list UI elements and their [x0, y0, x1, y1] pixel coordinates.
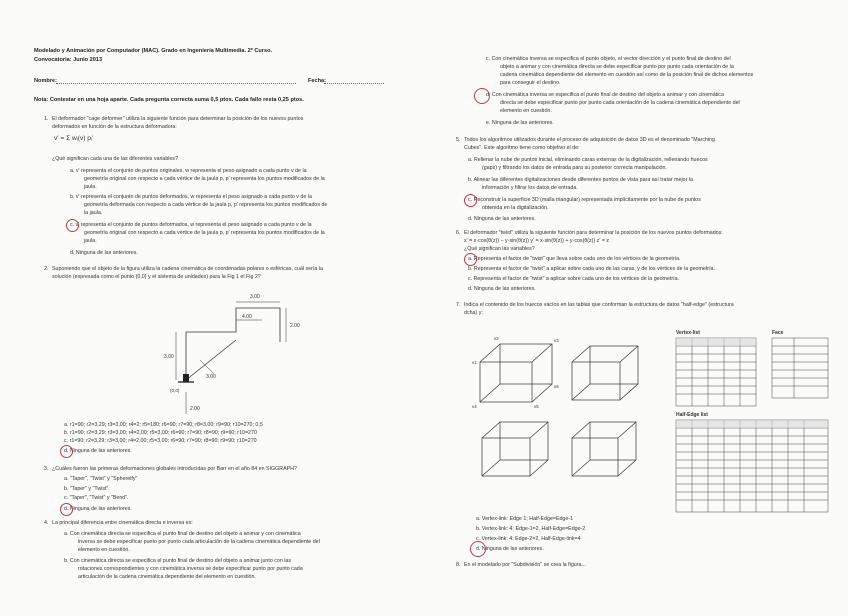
- answer-mark-q3: [60, 503, 73, 516]
- q4-option-a[interactable]: a. Con cinemática directa se especifica el punto final de destino del objeto a animar y con cinemática: [64, 531, 301, 537]
- q7-number: 7.: [456, 302, 461, 308]
- q2-option-a[interactable]: a. r1=90; r2=3,29; r3=3,00; r4=2; r5=180; r6=90; r7=90; r8=3,00; r9=90; r10=270; 0,5: [64, 422, 263, 428]
- q1-number: 1.: [44, 116, 49, 122]
- q4-option-b-2: rotaciones correspondientes y con cinemática inversa se debe especificar punto por punto cada: [78, 566, 303, 572]
- q1-ask: ¿Qué significan cada una de las diferentes variables?: [52, 156, 179, 162]
- q5-option-a-2: (gaps) y filtrando los datos de entrada para su posterior correcta manipulación.: [482, 165, 667, 171]
- convocatoria: Convocatoria: Junio 2013: [34, 57, 103, 63]
- dim-top: 3.00: [250, 294, 260, 300]
- q6-formula: x' = x·cos(θ(z)) − y·sin(θ(z)) y' = x·sin(θ(z)) + y·cos(θ(z)) z' = z: [464, 238, 610, 244]
- q5-option-b-2: información y filtrar los datos de entrada.: [482, 185, 578, 191]
- q5-option-a[interactable]: a. Rellenar la nube de puntos inicial, eliminando caras externas de la digitalización, rellenando huecos: [468, 157, 708, 163]
- q7-option-a[interactable]: a. Vertex-link: Edge 1; Half-Edge=Edge-1: [476, 516, 574, 522]
- q2-number: 2.: [44, 266, 49, 272]
- q3-option-c[interactable]: c. "Taper", "Twist" y "Bend".: [64, 495, 129, 501]
- q1-option-a-3: jaula.: [84, 184, 97, 190]
- q1-option-c[interactable]: c. v' representa el conjunto de puntos deformados, w representa el peso asignado a cada punto v de la: [70, 222, 312, 228]
- cube-label-v4: v4: [472, 404, 477, 409]
- q6-option-d[interactable]: d. Ninguna de las anteriores.: [468, 286, 536, 292]
- name-label: Nombre:: [34, 78, 57, 84]
- q5-option-c[interactable]: c. Reconstruir la superficie 3D (malla triangular) representada implícitamente por la nube de puntos: [468, 197, 701, 203]
- date-label: Fecha:: [308, 78, 327, 84]
- answer-mark-q1: [66, 219, 79, 232]
- name-line: [56, 83, 296, 84]
- q1-option-d[interactable]: d. Ninguna de las anteriores.: [70, 250, 138, 256]
- q7-option-c[interactable]: c. Vertex-link: 4; Edge-2=2, Half-Edge-link=4: [476, 536, 581, 542]
- q4-number: 4.: [44, 520, 49, 526]
- origin-base: [183, 374, 189, 382]
- q4-option-c-2: objeto a animar y con cinemática directa se debe especificar punto por punto cada orientación de la: [500, 64, 734, 70]
- note: Nota: Contestar en una hoja aparte. Cada pregunta correcta suma 0,5 ptos. Cada fallo resta 0,25 ptos.: [34, 97, 304, 103]
- q6-option-b[interactable]: b. Representa el factor de "twist" a aplicar sobre cada uno de las caras, y de los vértices de la geometría.: [468, 266, 715, 272]
- halfedge-table-title: Half-Edge list: [676, 412, 708, 418]
- q5-option-c-2: obtenida en la digitalización.: [482, 205, 549, 211]
- q1-option-c-3: jaula.: [84, 238, 97, 244]
- answer-mark-q5: [464, 194, 477, 207]
- q4-option-e[interactable]: e. Ninguna de las anteriores.: [486, 120, 554, 126]
- figure-tables: [674, 328, 844, 518]
- q4-option-d-3: elemento en cuestión.: [500, 108, 552, 114]
- date-line: [324, 83, 384, 84]
- q1-option-a[interactable]: a. v' representa el conjunto de puntos originales, w representa el peso asignado a cada punto v de la: [70, 168, 307, 174]
- q5-number: 5.: [456, 137, 461, 143]
- q8-text: En el modelado por "Subdivisión" se crea la figura...: [464, 562, 586, 568]
- cube-label-v1: v1: [472, 360, 477, 365]
- q6-option-a[interactable]: a. Representa el factor de "twist" que lleva sobre cada uno de los vértices de la geometría.: [468, 256, 681, 262]
- q4-option-a-2: inversa se debe especificar punto por punto cada articulación de la cadena cinemática dependiente del: [78, 539, 320, 545]
- q1-option-b[interactable]: b. v' representa el conjunto de puntos deformados, w representa el peso asignado a cada punto v de la: [70, 194, 312, 200]
- answer-mark-q6: [464, 253, 477, 266]
- q7-text-1: Indica el contenido de los huecos vacíos en las tablas que conforman la estructura de datos "half-edge" (estructura: [464, 302, 734, 308]
- q7-option-b[interactable]: b. Vertex-link: 4; Edge-1=2, Half-Edge=Edge-2: [476, 526, 586, 532]
- q1-formula: v' = Σ wᵢ(v) pᵢ': [54, 135, 94, 142]
- q6-text-1: El deformador "twist" utiliza la siguiente función para determinar la posición de los nuevos puntos deformados:: [464, 230, 723, 236]
- q1-text-2: deformados en función de la estructura deformadora:: [52, 124, 177, 130]
- q8-number: 8.: [456, 562, 461, 568]
- q2-text-2: solución (expresada como el punto (0,0) y el sistema de unidades) para la Fig 1 el Fig 2?: [52, 274, 261, 280]
- q3-option-d[interactable]: d. Ninguna de las anteriores.: [64, 506, 132, 512]
- q2-text-1: Suponiendo que el objeto de la figura utiliza la cadena cinemática de coordenadas polares o esféricas, cuál sería la: [52, 266, 323, 272]
- q7-text-2: dcha) y:: [464, 310, 483, 316]
- q4-option-b[interactable]: b. Con cinemática directa se especifica el punto final de destino del objeto a animar junto con las: [64, 558, 292, 564]
- q4-option-d[interactable]: d. Con cinemática inversa se especifica el punto final de destino del objeto a animar y con cinemática: [486, 92, 724, 98]
- dim-middle: 4.00: [242, 314, 252, 320]
- q2-option-b[interactable]: b. r1=90; r2=3,29; r3=3,00; r4=2,00; r5=3,00; r6=90; r7=90; r8=90; r9=90; r10=270: [64, 430, 257, 436]
- figure-kinematic-chain: [0, 282, 420, 432]
- answer-mark-q2: [60, 445, 73, 458]
- dim-diagonal: 3.00: [206, 374, 216, 380]
- q3-option-b[interactable]: b. "Taper" y "Twist".: [64, 486, 110, 492]
- vertex-table: [676, 338, 756, 406]
- origin-label: (0,0): [170, 388, 180, 393]
- cube-label-v2: v2: [494, 336, 499, 341]
- q1-option-b-3: la jaula.: [84, 210, 103, 216]
- q1-option-a-2: geometría original con respecto a cada vértice de la jaula p, p' representa los puntos modificados de la: [84, 176, 325, 182]
- q2-option-c[interactable]: c. r1=90; r2=3,29; r3=3,00; r4=2,00; r5=3,00; r6=90; r7=90; r8=90; r9=90; r10=270: [64, 438, 257, 444]
- q7-option-d[interactable]: d. Ninguna de las anteriores.: [476, 546, 544, 552]
- face-table-title: Face: [772, 330, 784, 336]
- q3-number: 3.: [44, 466, 49, 472]
- dim-bottom: 2.00: [190, 406, 200, 412]
- q1-option-c-2: geometría original con respecto a cada vértice de la jaula p, p' representa los puntos modificados de la: [84, 230, 325, 236]
- q4-text: La principal diferencia entre cinemática directa e inversa es:: [52, 520, 193, 526]
- q5-text-1: Todos los algoritmos utilizados durante el proceso de adquisición de datos 3D es el denominado "Marching: [464, 137, 715, 143]
- q1-option-b-2: geometría deformada con respecto a cada vértice de la jaula p, p' representa los puntos modificados de: [84, 202, 328, 208]
- q6-number: 6.: [456, 230, 461, 236]
- dim-right: 2.00: [290, 323, 300, 329]
- figure-cubes: [464, 328, 654, 508]
- cube-label-v3: v3: [554, 338, 559, 343]
- q4-option-c[interactable]: c. Con cinemática inversa se especifica el punto objeto, el vector dirección y el punto final de destino del: [486, 56, 731, 62]
- course-title: Modelado y Animación por Computador (MAC). Grado en Ingeniería Multimedia. 2º Curso.: [34, 48, 273, 54]
- q4-option-c-4: para conseguir el destino.: [500, 80, 561, 86]
- q5-option-b[interactable]: b. Alinear las diferentes digitalizaciones desde diferentes puntos de vista para así tratar mejor la: [468, 177, 693, 183]
- q1-text-1: El deformador "cage deformer" utiliza la siguiente función para determinar la posición de los nuevos puntos: [52, 116, 304, 122]
- cube-label-v6: v6: [554, 384, 559, 389]
- cube-label-v5: v5: [534, 404, 539, 409]
- halfedge-table: [676, 420, 828, 512]
- q6-option-c[interactable]: c. Representa el factor de "twist" a aplicar sobre cada uno de los vértices de la geometría.: [468, 276, 680, 282]
- dim-left: 3.00: [164, 354, 174, 360]
- q3-text: ¿Cuáles fueron las primeras deformaciones globales introducidas por Barr en el año 84 en SIGGRAPH?: [52, 466, 297, 472]
- q4-option-c-3: cadena cinemática dependiente del elemento en cuestión así como de la posición final de dichos elementos: [500, 72, 754, 78]
- q6-ask: ¿Qué significan las variables?: [464, 246, 535, 252]
- q4-option-a-3: elemento en cuestión.: [78, 547, 130, 553]
- q4-option-b-3: articulación de la cadena cinemática dependiente del elemento en cuestión.: [78, 574, 256, 580]
- answer-mark-q7: [470, 541, 486, 557]
- q3-option-a[interactable]: a. "Taper", "Twist" y "Sphereify": [64, 476, 138, 482]
- q2-option-d[interactable]: d. Ninguna de las anteriores.: [64, 448, 132, 454]
- vertex-table-title: Vertex-list: [676, 330, 700, 336]
- q5-text-2: Cubes". Este algoritmo tiene como objetivo el de:: [464, 145, 580, 151]
- face-table: [772, 338, 828, 398]
- q4-option-d-2: directa se debe especificar punto por punto cada orientación de la cadena cinemática dependiente del: [500, 100, 740, 106]
- q5-option-d[interactable]: d. Ninguna de las anteriores.: [468, 216, 536, 222]
- answer-mark-q4: [474, 88, 490, 104]
